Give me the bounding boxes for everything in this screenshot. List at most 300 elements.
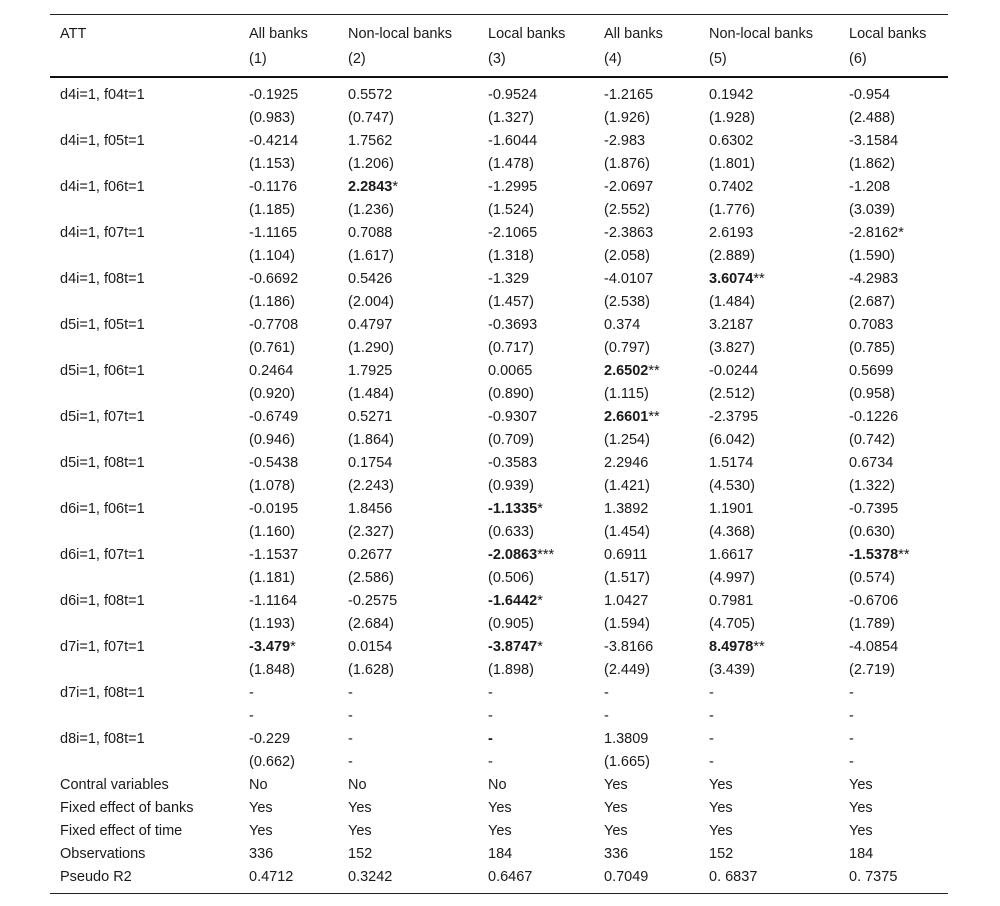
coefficient-value: 0.4797 (348, 316, 393, 333)
coefficient-value: 3.2187 (709, 316, 754, 333)
std-error-cell: (1.665) (604, 753, 650, 770)
coefficient-cell (709, 682, 849, 705)
column-number: (2) (348, 51, 366, 67)
coefficient-cell (249, 682, 348, 705)
coefficient-cell (709, 636, 849, 659)
coefficient-value: -1.208 (849, 178, 891, 195)
std-error-cell: - (709, 753, 714, 770)
coefficient-cell (709, 728, 849, 751)
coefficient-value: 0.6734 (849, 454, 894, 471)
row-label: d4i=1, f04t=1 (60, 86, 145, 103)
table-row (50, 728, 948, 751)
summary-value: Yes (849, 776, 873, 793)
coefficient-cell (849, 268, 948, 291)
table-row (50, 498, 948, 521)
std-error-cell: (1.628) (348, 661, 394, 678)
coefficient-value: 0.1942 (709, 86, 754, 103)
summary-value: Yes (348, 822, 372, 839)
std-error-cell: (4.997) (709, 569, 755, 586)
coefficient-cell (488, 176, 604, 199)
std-error-row (50, 567, 948, 590)
coefficient-value: -4.2983 (849, 270, 899, 287)
summary-label: Contral variables (60, 776, 169, 793)
std-error-cell: (4.368) (709, 523, 755, 540)
std-error-cell: (1.115) (604, 385, 649, 402)
std-error-cell: (2.058) (604, 247, 650, 264)
coefficient-cell (249, 268, 348, 291)
coefficient-cell (849, 452, 948, 475)
coefficient-cell (249, 544, 348, 567)
row-label: d7i=1, f07t=1 (60, 638, 145, 655)
std-error-cell: (1.484) (348, 385, 394, 402)
coefficient-cell (604, 452, 709, 475)
std-error-cell: (2.719) (849, 661, 895, 678)
coefficient-cell (709, 590, 849, 613)
summary-value: 152 (709, 845, 734, 862)
significance-stars: * (537, 592, 543, 609)
summary-value: Yes (709, 822, 733, 839)
significance-stars: * (290, 638, 296, 655)
std-error-cell: (1.862) (849, 155, 895, 172)
coefficient-cell (709, 452, 849, 475)
std-error-cell: (4.530) (709, 477, 755, 494)
std-error-cell: (0.747) (348, 109, 394, 126)
std-error-cell: (1.186) (249, 293, 295, 310)
coefficient-value: 3.6074 (709, 270, 754, 287)
coefficient-value: -2.0863 (488, 546, 538, 563)
column-label: Non-local banks (348, 26, 452, 42)
std-error-cell: (2.488) (849, 109, 895, 126)
coefficient-value: -4.0107 (604, 270, 654, 287)
coefficient-value: 0.7981 (709, 592, 754, 609)
coefficient-cell (488, 682, 604, 705)
coefficient-value: -0.6749 (249, 408, 299, 425)
coefficient-cell (709, 360, 849, 383)
coefficient-cell (249, 590, 348, 613)
coefficient-value: 1.0427 (604, 592, 649, 609)
std-error-cell: (6.042) (709, 431, 755, 448)
std-error-row (50, 659, 948, 682)
std-error-cell: (1.484) (709, 293, 755, 310)
std-error-cell: (1.848) (249, 661, 295, 678)
summary-label: Fixed effect of time (60, 822, 183, 839)
coefficient-value: - (348, 730, 353, 747)
summary-value: Yes (849, 799, 873, 816)
coefficient-cell (709, 268, 849, 291)
std-error-cell: (0.574) (849, 569, 895, 586)
std-error-row (50, 521, 948, 544)
std-error-cell: (2.243) (348, 477, 394, 494)
coefficient-value: 0.0154 (348, 638, 393, 655)
summary-label: Observations (60, 845, 146, 862)
coefficient-cell (249, 84, 348, 107)
summary-label: Fixed effect of banks (60, 799, 194, 816)
std-error-cell: (2.552) (604, 201, 650, 218)
summary-value: Yes (709, 799, 733, 816)
row-label: d4i=1, f06t=1 (60, 178, 145, 195)
column-number: (3) (488, 51, 506, 67)
coefficient-cell (709, 498, 849, 521)
coefficient-value: - (709, 730, 714, 747)
coefficient-cell (488, 130, 604, 153)
table-row (50, 406, 948, 429)
summary-value: 336 (249, 845, 274, 862)
std-error-cell: (3.827) (709, 339, 755, 356)
coefficient-cell (849, 314, 948, 337)
header-rule (50, 76, 948, 78)
coefficient-cell (604, 130, 709, 153)
coefficient-value: -0.7708 (249, 316, 299, 333)
coefficient-value: - (488, 684, 493, 701)
coefficient-cell (249, 130, 348, 153)
std-error-cell: (0.662) (249, 753, 295, 770)
std-error-cell: (1.327) (488, 109, 534, 126)
summary-row (50, 820, 948, 843)
row-label: d5i=1, f07t=1 (60, 408, 145, 425)
coefficient-value: - (249, 684, 254, 701)
summary-row (50, 866, 948, 889)
table-row (50, 222, 948, 245)
std-error-cell: - (488, 753, 493, 770)
summary-value: 152 (348, 845, 373, 862)
std-error-row (50, 429, 948, 452)
std-error-cell: (1.254) (604, 431, 650, 448)
std-error-cell: (2.327) (348, 523, 394, 540)
row-label: d6i=1, f07t=1 (60, 546, 145, 563)
coefficient-value: 2.6601 (604, 408, 649, 425)
coefficient-cell (709, 406, 849, 429)
row-label: d6i=1, f08t=1 (60, 592, 145, 609)
column-label: Non-local banks (709, 26, 813, 42)
coefficient-value: -1.1165 (249, 224, 298, 241)
bottom-rule (50, 893, 948, 894)
coefficient-cell (348, 176, 488, 199)
coefficient-cell (604, 498, 709, 521)
coefficient-value: - (849, 684, 854, 701)
coefficient-value: 1.7562 (348, 132, 393, 149)
significance-stars: ** (648, 362, 660, 379)
coefficient-cell (849, 360, 948, 383)
std-error-row (50, 613, 948, 636)
summary-value: Yes (709, 776, 733, 793)
std-error-cell: (1.524) (488, 201, 534, 218)
coefficient-value: -1.6442 (488, 592, 538, 609)
std-error-cell: (1.876) (604, 155, 650, 172)
coefficient-value: -0.3693 (488, 316, 538, 333)
std-error-cell: (1.160) (249, 523, 295, 540)
coefficient-value: -2.983 (604, 132, 646, 149)
coefficient-cell (604, 360, 709, 383)
summary-value: 184 (488, 845, 513, 862)
coefficient-cell (348, 222, 488, 245)
coefficient-value: -0.1176 (249, 178, 298, 195)
coefficient-cell (849, 498, 948, 521)
significance-stars: *** (537, 546, 555, 563)
regression-table (50, 14, 948, 894)
coefficient-value: 2.6502 (604, 362, 649, 379)
coefficient-cell (488, 452, 604, 475)
table-row (50, 544, 948, 567)
std-error-row (50, 751, 948, 774)
coefficient-value: -3.8747 (488, 638, 538, 655)
summary-value: Yes (488, 799, 512, 816)
std-error-row (50, 291, 948, 314)
coefficient-cell (348, 268, 488, 291)
summary-row (50, 843, 948, 866)
coefficient-cell (348, 728, 488, 751)
coefficient-value: 1.3892 (604, 500, 649, 517)
summary-value: 0.7049 (604, 868, 649, 885)
std-error-cell: (1.617) (348, 247, 394, 264)
coefficient-cell (488, 84, 604, 107)
coefficient-value: -0.1925 (249, 86, 299, 103)
row-label: d5i=1, f06t=1 (60, 362, 145, 379)
coefficient-value: 1.3809 (604, 730, 649, 747)
coefficient-cell (249, 498, 348, 521)
column-number: (4) (604, 51, 622, 67)
coefficient-cell (849, 636, 948, 659)
coefficient-value: 2.2946 (604, 454, 649, 471)
coefficient-value: 1.6617 (709, 546, 754, 563)
coefficient-cell (709, 84, 849, 107)
coefficient-cell (249, 360, 348, 383)
table-row (50, 130, 948, 153)
std-error-cell: (1.789) (849, 615, 895, 632)
coefficient-cell (249, 176, 348, 199)
table-row (50, 84, 948, 107)
coefficient-cell (348, 682, 488, 705)
std-error-cell: (2.586) (348, 569, 394, 586)
std-error-cell: (1.322) (849, 477, 895, 494)
coefficient-value: 2.2843 (348, 178, 393, 195)
column-label: Local banks (488, 26, 566, 42)
std-error-cell: (2.512) (709, 385, 755, 402)
std-error-cell: (1.594) (604, 615, 650, 632)
coefficient-value: - (488, 730, 493, 747)
table-body (50, 84, 948, 774)
std-error-cell: (0.709) (488, 431, 534, 448)
coefficient-value: 0.5699 (849, 362, 894, 379)
summary-value: Yes (249, 822, 273, 839)
coefficient-value: -3.479 (249, 638, 291, 655)
std-error-cell: (0.797) (604, 339, 650, 356)
coefficient-value: - (604, 684, 609, 701)
coefficient-cell (709, 314, 849, 337)
std-error-cell: (0.630) (849, 523, 895, 540)
coefficient-value: -4.0854 (849, 638, 899, 655)
coefficient-cell (604, 176, 709, 199)
coefficient-cell (709, 222, 849, 245)
column-number-row (50, 47, 948, 72)
std-error-cell: (0.506) (488, 569, 534, 586)
coefficient-value: -0.3583 (488, 454, 538, 471)
std-error-cell: (1.181) (249, 569, 295, 586)
std-error-cell: (0.983) (249, 109, 295, 126)
coefficient-value: -3.1584 (849, 132, 899, 149)
summary-value: 0.3242 (348, 868, 393, 885)
row-label: d5i=1, f08t=1 (60, 454, 145, 471)
coefficient-cell (604, 682, 709, 705)
coefficient-value: 0.5572 (348, 86, 393, 103)
table-row (50, 590, 948, 613)
coefficient-cell (488, 636, 604, 659)
coefficient-cell (604, 222, 709, 245)
summary-value: 184 (849, 845, 874, 862)
coefficient-cell (604, 636, 709, 659)
coefficient-value: -0.229 (249, 730, 291, 747)
coefficient-value: 0.374 (604, 316, 641, 333)
coefficient-cell (604, 728, 709, 751)
coefficient-cell (488, 544, 604, 567)
coefficient-value: -0.9524 (488, 86, 538, 103)
table-row (50, 636, 948, 659)
std-error-cell: (1.078) (249, 477, 295, 494)
summary-row (50, 797, 948, 820)
std-error-cell: (1.421) (604, 477, 650, 494)
coefficient-value: -1.1164 (249, 592, 298, 609)
std-error-cell: (1.318) (488, 247, 534, 264)
coefficient-value: -0.1226 (849, 408, 899, 425)
std-error-cell: (1.926) (604, 109, 650, 126)
coefficient-cell (488, 360, 604, 383)
coefficient-cell (488, 498, 604, 521)
significance-stars: ** (648, 408, 660, 425)
column-label: Local banks (849, 26, 927, 42)
std-error-cell: - (849, 753, 854, 770)
coefficient-value: -0.6692 (249, 270, 299, 287)
column-label: All banks (604, 26, 663, 42)
coefficient-value: -1.1537 (249, 546, 299, 563)
coefficient-cell (488, 222, 604, 245)
std-error-cell: (1.928) (709, 109, 755, 126)
coefficient-cell (348, 498, 488, 521)
std-error-cell: - (604, 707, 609, 724)
std-error-cell: (0.890) (488, 385, 534, 402)
std-error-row (50, 383, 948, 406)
coefficient-value: 0.7088 (348, 224, 393, 241)
coefficient-cell (849, 130, 948, 153)
coefficient-value: 8.4978 (709, 638, 754, 655)
coefficient-value: -2.8162 (849, 224, 899, 241)
coefficient-value: -0.7395 (849, 500, 899, 517)
coefficient-cell (488, 268, 604, 291)
std-error-row (50, 245, 948, 268)
coefficient-cell (348, 590, 488, 613)
coefficient-value: -1.2165 (604, 86, 654, 103)
coefficient-value: 1.7925 (348, 362, 393, 379)
coefficient-cell (849, 84, 948, 107)
coefficient-cell (849, 728, 948, 751)
top-rule (50, 14, 948, 15)
coefficient-value: - (709, 684, 714, 701)
std-error-row (50, 199, 948, 222)
coefficient-cell (249, 452, 348, 475)
std-error-cell: - (249, 707, 254, 724)
coefficient-value: -3.8166 (604, 638, 654, 655)
coefficient-cell (604, 406, 709, 429)
std-error-cell: (0.958) (849, 385, 895, 402)
std-error-row (50, 475, 948, 498)
coefficient-cell (249, 222, 348, 245)
significance-stars: ** (898, 546, 910, 563)
coefficient-value: -0.954 (849, 86, 891, 103)
coefficient-value: 0.5426 (348, 270, 393, 287)
std-error-cell: - (849, 707, 854, 724)
std-error-cell: (1.454) (604, 523, 650, 540)
coefficient-value: 2.6193 (709, 224, 754, 241)
significance-stars: * (537, 638, 543, 655)
row-label: d4i=1, f05t=1 (60, 132, 145, 149)
coefficient-cell (249, 728, 348, 751)
std-error-row (50, 153, 948, 176)
table-row (50, 268, 948, 291)
std-error-cell: (0.761) (249, 339, 295, 356)
coefficient-value: -2.3795 (709, 408, 759, 425)
coefficient-cell (348, 406, 488, 429)
std-error-row (50, 107, 948, 130)
coefficient-value: -0.5438 (249, 454, 299, 471)
summary-value: 0.6467 (488, 868, 533, 885)
coefficient-cell (488, 314, 604, 337)
std-error-cell: (1.801) (709, 155, 755, 172)
table-row (50, 682, 948, 705)
coefficient-cell (604, 268, 709, 291)
std-error-cell: - (488, 707, 493, 724)
summary-value: 0. 7375 (849, 868, 898, 885)
std-error-cell: (2.889) (709, 247, 755, 264)
summary-value: 0.4712 (249, 868, 294, 885)
std-error-cell: (1.185) (249, 201, 295, 218)
std-error-cell: (1.290) (348, 339, 394, 356)
coefficient-value: -0.4214 (249, 132, 299, 149)
summary-value: No (488, 776, 507, 793)
summary-value: No (348, 776, 367, 793)
std-error-cell: (1.153) (249, 155, 295, 172)
table-row (50, 452, 948, 475)
std-error-cell: (1.898) (488, 661, 534, 678)
std-error-cell: (4.705) (709, 615, 755, 632)
row-label: d7i=1, f08t=1 (60, 684, 145, 701)
std-error-cell: (2.538) (604, 293, 650, 310)
std-error-cell: (1.193) (249, 615, 295, 632)
significance-stars: * (898, 224, 904, 241)
att-label: ATT (60, 26, 87, 42)
coefficient-value: -1.2995 (488, 178, 538, 195)
std-error-cell: (1.457) (488, 293, 534, 310)
coefficient-value: -2.0697 (604, 178, 654, 195)
coefficient-cell (348, 360, 488, 383)
std-error-cell: (2.004) (348, 293, 394, 310)
coefficient-cell (849, 176, 948, 199)
significance-stars: * (392, 178, 399, 195)
coefficient-value: -0.2575 (348, 592, 398, 609)
summary-value: Yes (604, 776, 628, 793)
coefficient-value: 0.7402 (709, 178, 754, 195)
std-error-cell: (2.687) (849, 293, 895, 310)
coefficient-value: 1.1901 (709, 500, 754, 517)
coefficient-value: -0.9307 (488, 408, 538, 425)
std-error-cell: (0.939) (488, 477, 534, 494)
std-error-cell: (0.633) (488, 523, 534, 540)
coefficient-cell (604, 544, 709, 567)
coefficient-value: -1.6044 (488, 132, 538, 149)
row-label: d6i=1, f06t=1 (60, 500, 145, 517)
row-label: d4i=1, f07t=1 (60, 224, 145, 241)
summary-value: No (249, 776, 268, 793)
summary-value: Yes (604, 822, 628, 839)
column-number: (6) (849, 51, 867, 67)
std-error-cell: (0.785) (849, 339, 895, 356)
